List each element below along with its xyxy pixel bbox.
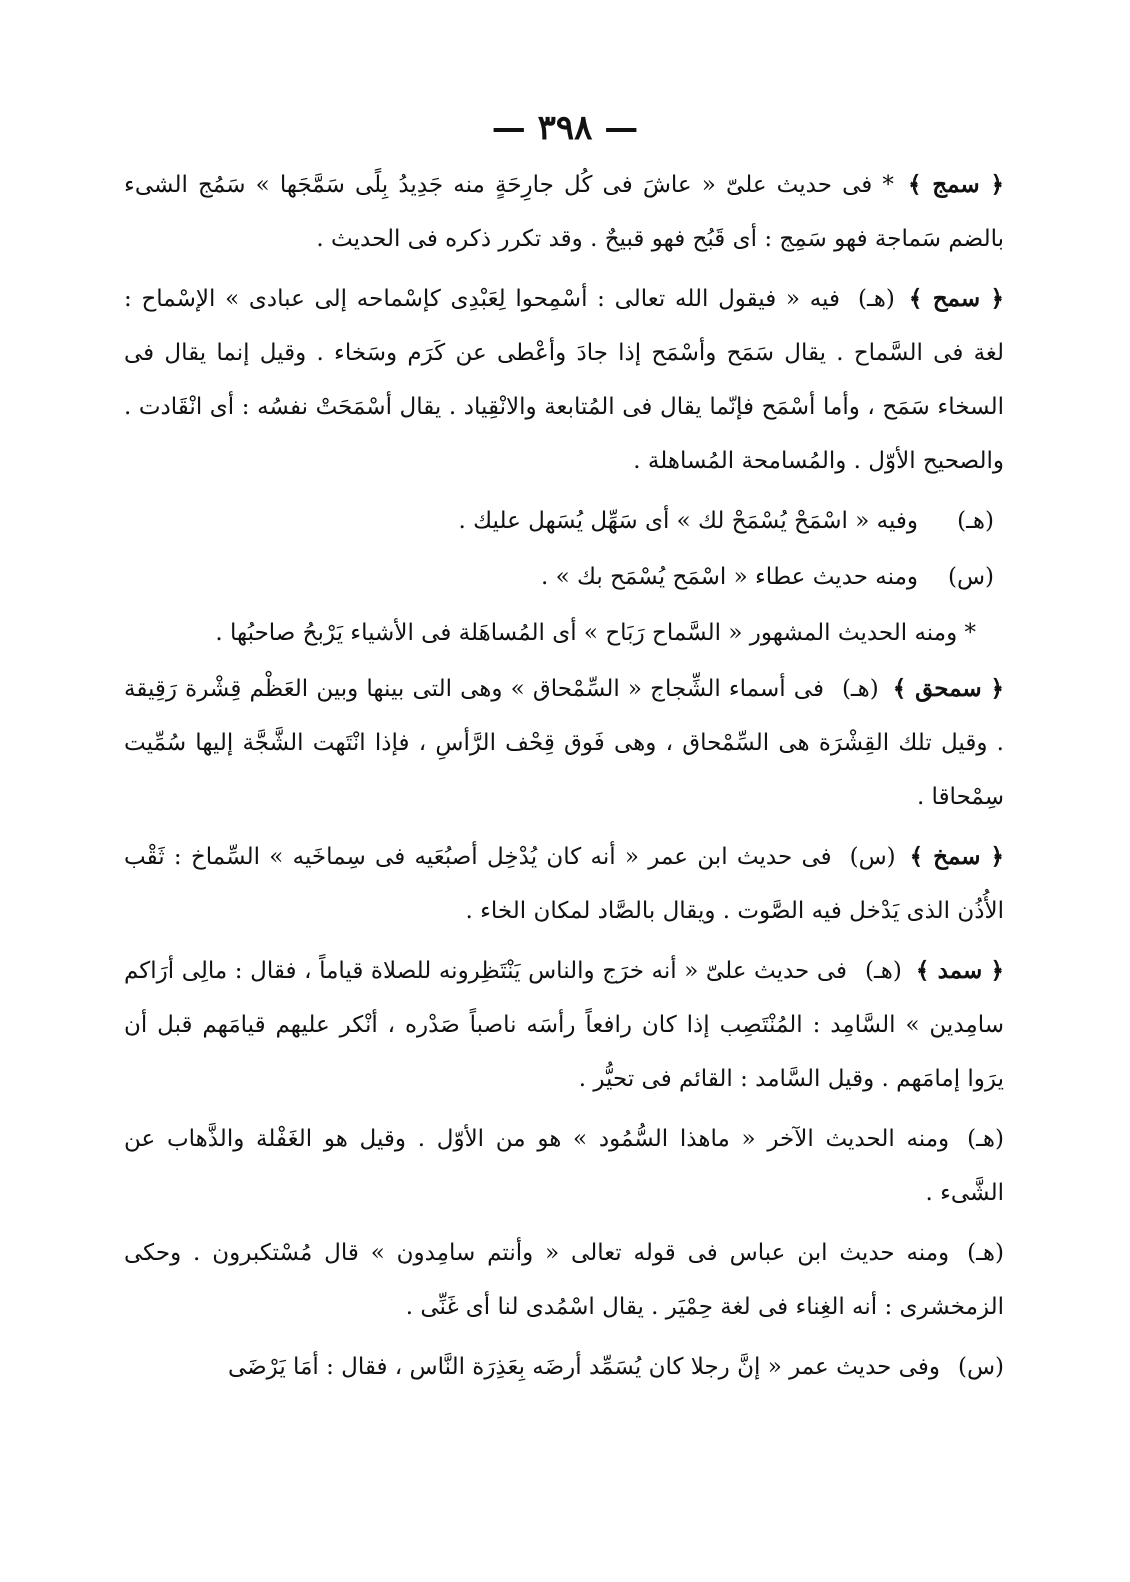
subentry [124, 550, 1004, 604]
entry-text: ومنه حديث ابن عباس فى قوله تعالى « وأنتم سامِدون » قال مُسْتكبرون . وحكى الزمخشرى : أنه الغِناء فى لغة حِمْيَر . يقال اسْمُدى لنا أى غَنِّى . [124, 1240, 1004, 1320]
entry-text: فى حديث ابن عمر « أنه كان يُدْخِل أصبُعَيه فى سِماخَيه » السِّماخ : ثَقْب الأُذُن الذى يَدْخل فيه الصَّوت . ويقال بالصَّاد لمكان الخاء . [124, 844, 1004, 924]
entry-root: ﴿ سمح ﴾ [908, 285, 1004, 312]
source-siglum: (هـ) [967, 1126, 1004, 1152]
entry-samhaq [124, 662, 1004, 824]
source-siglum: (س) [947, 564, 994, 590]
subentry [124, 1340, 1004, 1394]
source-siglum: (هـ) [967, 1240, 1004, 1266]
entry-text: فى حديث علىّ « أنه خرَج والناس يَنْتَظِرونه للصلاة قياماً ، فقال : مالِى أرَاكم سامِدين » السَّامِد : المُنْتَصِب إذا كان رافعاً رأسَه ناصباً صَدْره ، أنْكر عليهم قيامَهم قبل أن يرَوا إمامَهم . وقيل السَّامد : القائم فى تحيُّر . [124, 958, 1004, 1092]
source-siglum: (س) [957, 1354, 1004, 1380]
entry-root: ﴿ سمج ﴾ [907, 171, 1004, 198]
entry-text: وفى حديث عمر « إنَّ رجلا كان يُسَمِّد أرضَه بِعَذِرَة النَّاس ، فقال : أمَا يَرْضَى [227, 1354, 940, 1380]
subentry [124, 606, 1004, 660]
subentry [124, 1112, 1004, 1220]
subentry [124, 494, 1004, 548]
entry-samakh [124, 830, 1004, 938]
source-siglum: (هـ) [857, 286, 895, 312]
entry-text: * ومنه الحديث المشهور « السَّماح رَبَاح » أى المُساهَلة فى الأشياء يَرْبحُ صاحبُها . [215, 620, 976, 646]
source-siglum: (س) [849, 844, 896, 870]
entry-text: ومنه الحديث الآخر « ماهذا السُّمُود » هو من الأوّل . وقيل هو الغَفْلة والذَّهاب عن الشَّىء . [124, 1126, 1004, 1206]
entry-text: فيه « فيقول الله تعالى : أسْمِحوا لِعَبْدِى كإسْماحه إلى عبادى » الإسْماح : لغة فى السَّماح . يقال سَمَح وأسْمَح إذا جادَ وأعْطى عن كَرَم وسَخاء . وقيل إنما يقال فى السخاء سَمَح ، وأما أسْمَح فإنّما يقال فى المُتابعة والانْقِياد . يقال أسْمَحَتْ نفسُه : أى انْقَادت . والصحيح الأوّل . والمُسامحة المُساهلة . [124, 286, 1004, 474]
page-number: — ٣٩٨ — [491, 108, 639, 148]
source-siglum: (هـ) [957, 508, 994, 534]
entry-samaj [124, 158, 1004, 266]
entry-text: * فى حديث علىّ « عاشَ فى كُل جارِحَةٍ منه جَدِيدُ بِلًى سَمَّجَها » سَمُج الشىء بالضم سَماجة فهو سَمِج : أى قَبُح فهو قبيحٌ . وقد تكرر ذكره فى الحديث . [124, 172, 1004, 252]
entry-root: ﴿ سمحق ﴾ [892, 675, 1004, 702]
entry-text: ومنه حديث عطاء « اسْمَح يُسْمَح بك » . [541, 564, 918, 590]
entry-root: ﴿ سمد ﴾ [915, 957, 1005, 984]
dictionary-body [124, 158, 1004, 1400]
entry-root: ﴿ سمخ ﴾ [909, 843, 1004, 870]
entry-samah [124, 272, 1004, 488]
entry-samad [124, 944, 1004, 1106]
subentry [124, 1226, 1004, 1334]
entry-text: فى أسماء الشِّجاج « السِّمْحاق » وهى التى بينها وبين العَظْم قِشْرة رَقِيقة . وقيل تلك القِشْرَة هى السِّمْحاق ، وهى فَوق قِحْف الرَّأسِ ، فإذا انْتَهت الشَّجَّة إليها سُمِّيت سِمْحاقا . [124, 676, 1004, 810]
source-siglum: (هـ) [865, 958, 902, 984]
entry-text: وفيه « اسْمَحْ يُسْمَحْ لك » أى سَهِّل يُسَهل عليك . [458, 508, 918, 534]
source-siglum: (هـ) [841, 676, 879, 702]
